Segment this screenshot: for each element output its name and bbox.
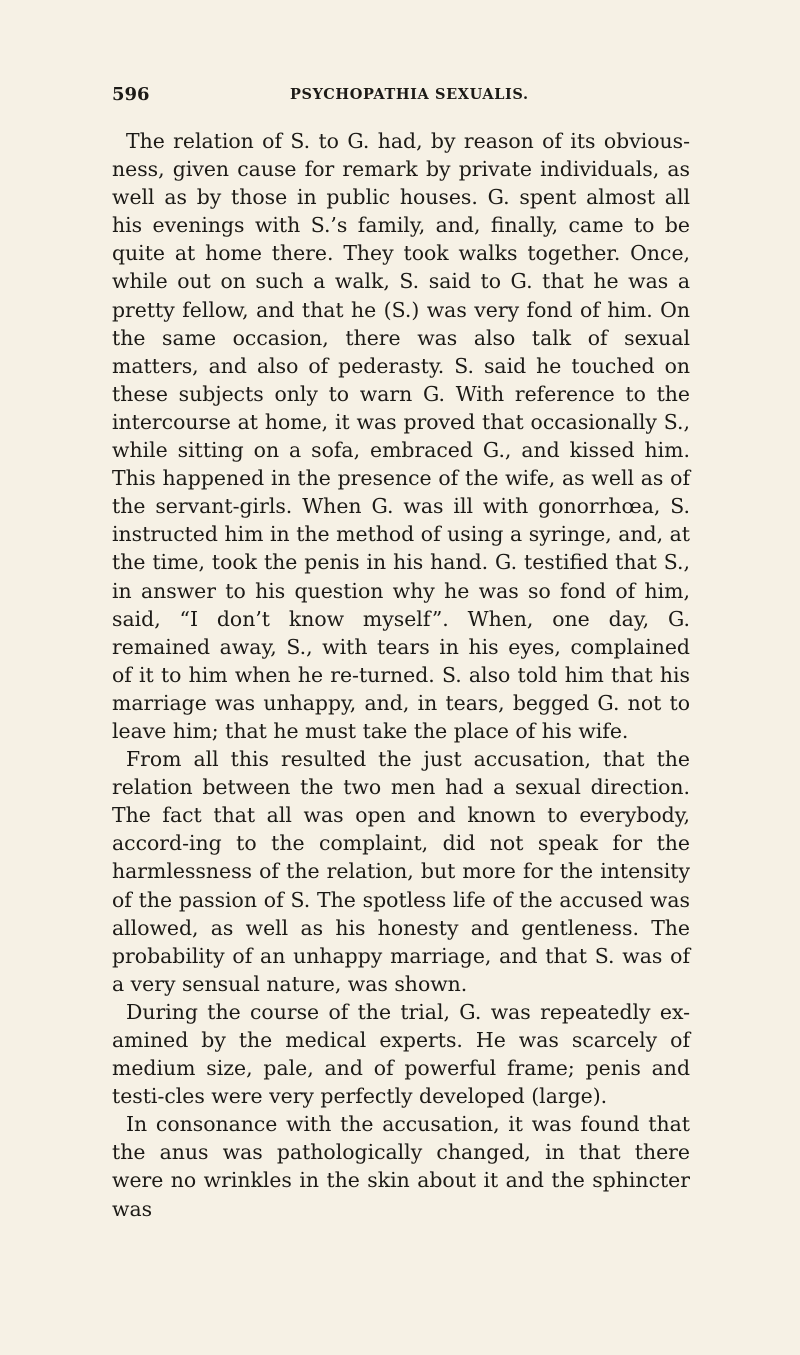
running-title: PSYCHOPATHIA SEXUALIS. xyxy=(290,86,529,103)
paragraph: From all this resulted the just accusation, that the relation between the two men had a sexual direction. The fact that all was open and known to everybody, accord-ing to the complaint, did not speak for the harmlessness of the relation, but more for the intensity of the passion of S. The spotless life of the accused was allowed, as well as his honesty and gentleness. The probability of an unhappy marriage, and that S. was of a very sensual nature, was shown. xyxy=(112,747,690,996)
paragraph: The relation of S. to G. had, by reason of its obvious-ness, given cause for remark by private individuals, as well as by those in public houses. G. spent almost all his evenings with S.’s family, and, finally, came to be quite at home there. They took walks together. Once, while out on such a walk, S. said to G. that he was a pretty fellow, and that he (S.) was very fond of him. On the same occasion, there was also talk of sexual matters, and also of pederasty. S. said he touched on these subjects only to warn G. With reference to the intercourse at home, it was proved that occasionally S., while sitting on a sofa, embraced G., and kissed him. This happened in the presence of the wife, as well as of the servant-girls. When G. was ill with gonorrhœa, S. instructed him in the method of using a syringe, and, at the time, took the penis in his hand. G. testified that S., in answer to his question why he was so fond of him, said, “I don’t know myself”. When, one day, G. remained away, S., with tears in his eyes, complained of it to him when he re-turned. S. also told him that his marriage was unhappy, and, in tears, begged G. not to leave him; that he must take the place of his wife. xyxy=(112,129,690,743)
running-head xyxy=(112,84,690,108)
page-number: 596 xyxy=(112,84,150,105)
paragraph: During the course of the trial, G. was repeatedly ex-amined by the medical experts. He was scarcely of medium size, pale, and of powerful frame; penis and testi-cles were very perfectly developed (large). xyxy=(112,999,690,1109)
paragraph: In consonance with the accusation, it was found that the anus was pathologically changed, in that there were no wrinkles in the skin about it and the sphincter was xyxy=(112,1112,690,1221)
body-text xyxy=(112,127,690,1223)
